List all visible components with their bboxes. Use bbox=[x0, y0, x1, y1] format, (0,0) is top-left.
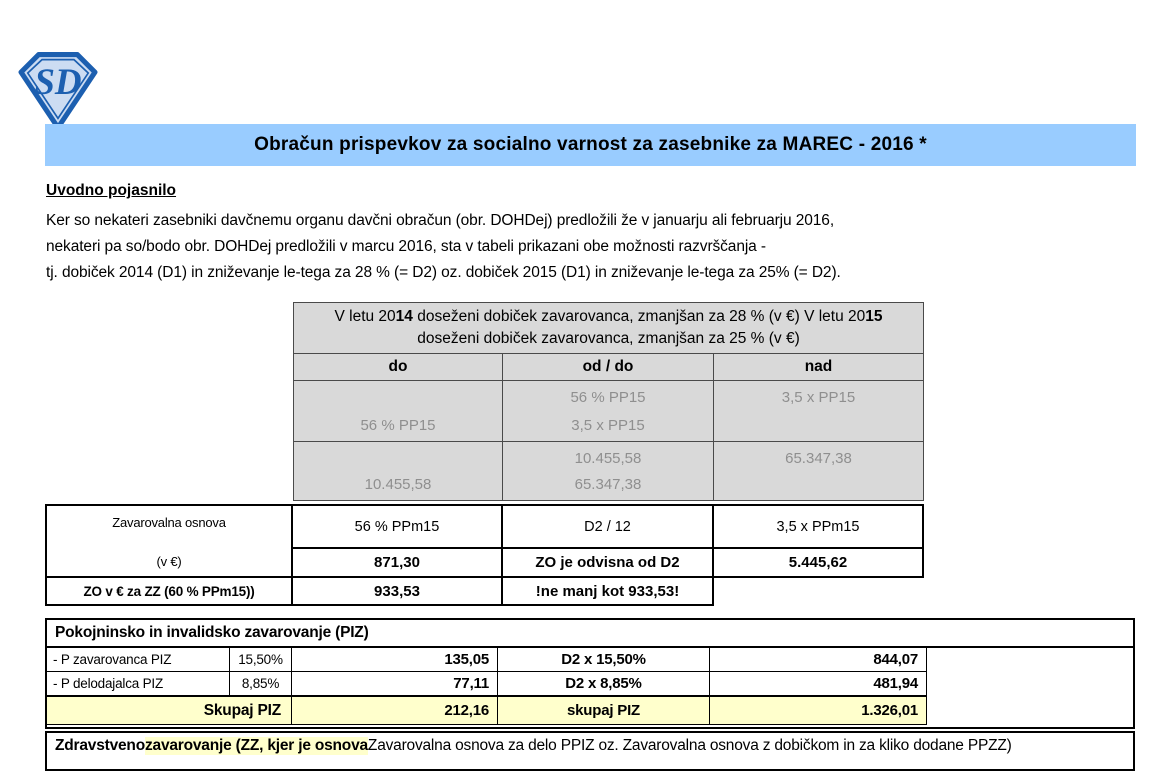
zo-zz-note: !ne manj kot 933,53! bbox=[503, 578, 714, 606]
document-title-bar bbox=[45, 124, 1136, 166]
range-pp-oddo-to: 3,5 x PP15 bbox=[571, 417, 645, 434]
piz-row-formula: D2 x 15,50% bbox=[498, 648, 710, 672]
insurance-base-label bbox=[45, 504, 293, 578]
range-pp-oddo-from: 56 % PP15 bbox=[570, 389, 646, 406]
piz-row-amount2: 844,07 bbox=[710, 648, 927, 672]
base-value-nad: 5.445,62 bbox=[714, 549, 924, 578]
piz-row-amount2: 481,94 bbox=[710, 672, 927, 696]
zz-title-seg3: Zavarovalna osnova za delo PPIZ oz. Zavarovalna osnova z dobičkom in za kliko dodane PPZZ) bbox=[367, 737, 1012, 754]
profit-range-table bbox=[293, 302, 924, 501]
piz-total-amount2: 1.326,01 bbox=[710, 696, 927, 725]
piz-table bbox=[47, 648, 1133, 725]
base-value-oddo: ZO je odvisna od D2 bbox=[503, 549, 714, 578]
piz-row-amount: 77,11 bbox=[292, 672, 498, 696]
piz-row-empty bbox=[927, 672, 1133, 696]
col-header-do: do bbox=[293, 354, 503, 381]
range-pp-do: 56 % PP15 bbox=[293, 381, 503, 442]
intro-heading: Uvodno pojasnilo bbox=[46, 182, 177, 199]
zz-title-seg2-highlighted: zavarovanje (ZZ, kjer je osnova bbox=[144, 737, 368, 754]
sd-logo bbox=[16, 44, 100, 134]
insurance-base-label-line2: (v €) bbox=[156, 554, 182, 569]
base-formula-nad: 3,5 x PPm15 bbox=[714, 504, 924, 549]
shield-logo-icon bbox=[16, 44, 100, 134]
title-text: doseženi dobiček zavarovanca, zmanjšan za 28 % (v €) V letu 20 bbox=[412, 307, 866, 325]
page-title: Obračun prispevkov za socialno varnost za zasebnike za MAREC - 2016 * bbox=[254, 134, 927, 155]
piz-row-label: - P zavarovanca PIZ bbox=[47, 648, 230, 672]
zz-title-seg1: Zdravstveno bbox=[55, 737, 145, 754]
range-pp-oddo bbox=[503, 381, 714, 442]
zo-zz-value: 933,53 bbox=[293, 578, 503, 606]
title-year-14: 14 bbox=[395, 307, 413, 325]
piz-row-rate: 8,85% bbox=[230, 672, 292, 696]
range-eur-oddo-to: 65.347,38 bbox=[574, 476, 642, 493]
logo-letters: SD bbox=[34, 61, 82, 103]
piz-row-rate: 15,50% bbox=[230, 648, 292, 672]
insurance-base-label-line1: Zavarovalna osnova bbox=[112, 515, 226, 530]
piz-total-empty bbox=[927, 696, 1133, 725]
col-header-nad: nad bbox=[714, 354, 924, 381]
title-text: doseženi dobiček zavarovanca, zmanjšan za 25 % (v €) bbox=[417, 330, 800, 347]
title-year-15: 15 bbox=[865, 307, 883, 325]
piz-row-amount: 135,05 bbox=[292, 648, 498, 672]
base-formula-do: 56 % PPm15 bbox=[293, 504, 503, 549]
intro-line-2: nekateri pa so/bodo obr. DOHDej predložili v marcu 2016, sta v tabeli prikazani obe možnosti razvrščanja - bbox=[46, 238, 766, 255]
zo-zz-empty-cell bbox=[714, 578, 924, 606]
range-eur-do: 10.455,58 bbox=[293, 442, 503, 501]
piz-row-empty bbox=[927, 648, 1133, 672]
piz-section-title: Pokojninsko in invalidsko zavarovanje (PIZ) bbox=[47, 620, 1133, 648]
zz-section-partial bbox=[45, 731, 1135, 771]
range-table-title bbox=[293, 302, 924, 354]
title-text: V letu 20 bbox=[334, 307, 396, 325]
piz-row-formula: D2 x 8,85% bbox=[498, 672, 710, 696]
base-value-do: 871,30 bbox=[293, 549, 503, 578]
intro-line-3: tj. dobiček 2014 (D1) in zniževanje le-tega za 28 % (= D2) oz. dobiček 2015 (D1) in zniževanje le-tega za 25% (= D2). bbox=[46, 264, 841, 281]
base-formula-oddo: D2 / 12 bbox=[503, 504, 714, 549]
zo-zz-label: ZO v € za ZZ (60 % PPm15)) bbox=[45, 578, 293, 606]
piz-section bbox=[45, 618, 1135, 729]
col-header-od-do: od / do bbox=[503, 354, 714, 381]
piz-row-label: - P delodajalca PIZ bbox=[47, 672, 230, 696]
range-eur-oddo-from: 10.455,58 bbox=[574, 450, 642, 467]
range-pp-nad: 3,5 x PP15 bbox=[714, 381, 924, 442]
piz-total-amount: 212,16 bbox=[292, 696, 498, 725]
range-eur-oddo bbox=[503, 442, 714, 501]
range-eur-nad: 65.347,38 bbox=[714, 442, 924, 501]
piz-total-formula: skupaj PIZ bbox=[498, 696, 710, 725]
intro-line-1: Ker so nekateri zasebniki davčnemu organu davčni obračun (obr. DOHDej) predložili že v januarju ali februarju 2016, bbox=[46, 212, 835, 229]
insurance-base-table bbox=[45, 504, 924, 606]
piz-total-label: Skupaj PIZ bbox=[47, 696, 292, 725]
